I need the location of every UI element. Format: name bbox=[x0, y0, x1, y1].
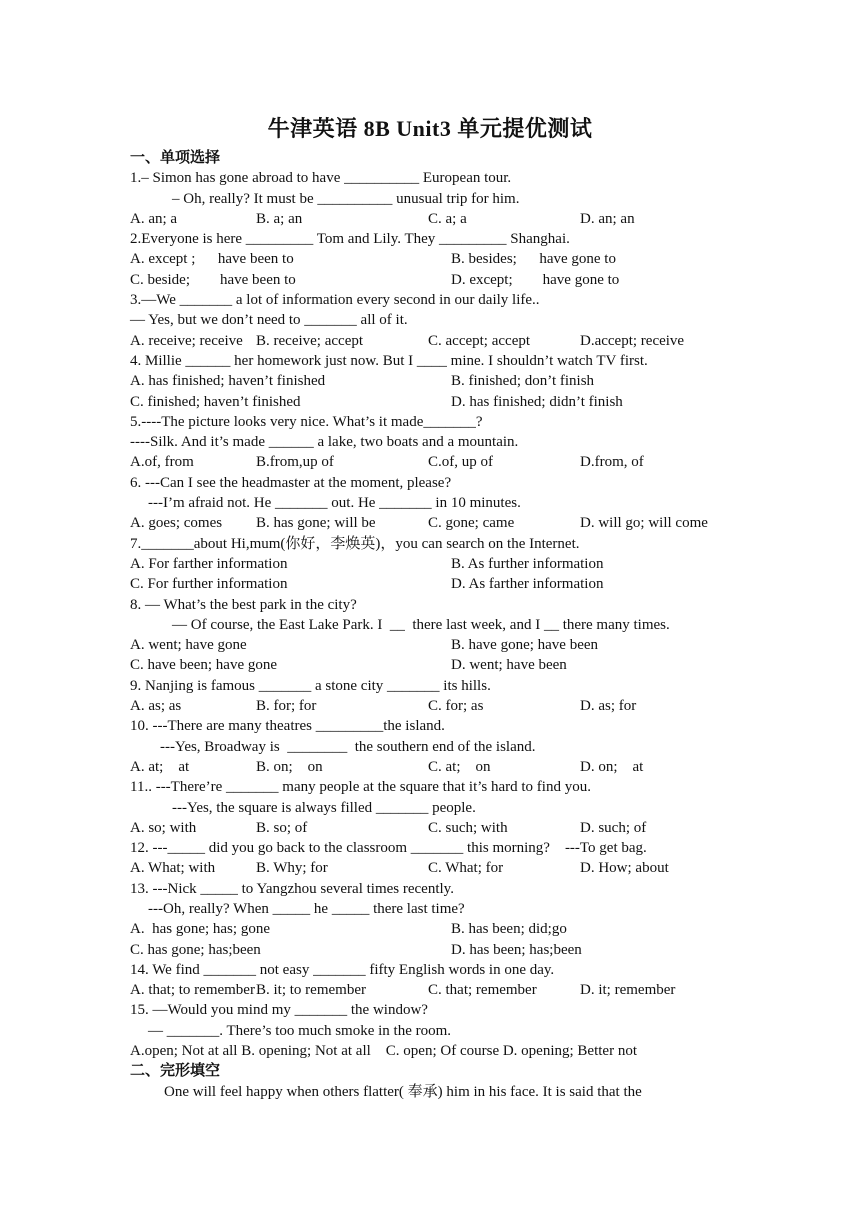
answer-options-row bbox=[130, 757, 750, 777]
answer-option: D. it; remember bbox=[580, 982, 676, 999]
answer-options-row bbox=[130, 635, 750, 655]
question-reply: ---I’m afraid not. He _______ out. He _______ in 10 minutes. bbox=[148, 495, 521, 512]
answer-option: B. has gone; will be bbox=[256, 515, 376, 532]
answer-options-row bbox=[130, 919, 750, 939]
question-stem: 3.—We _______ a lot of information every second in our daily life.. bbox=[130, 292, 540, 309]
question-stem: 5.----The picture looks very nice. What’s it made_______? bbox=[130, 413, 483, 430]
answer-option: D. As farther information bbox=[451, 576, 604, 593]
question-reply: — _______. There’s too much smoke in the room. bbox=[148, 1022, 452, 1039]
answer-option: A. that; to remember bbox=[130, 982, 255, 999]
answer-option: B. As further information bbox=[451, 555, 604, 572]
answer-option: B. so; of bbox=[256, 819, 308, 836]
question-stem: 7._______about Hi,mum(你好，李焕英)，you can search on the Internet. bbox=[130, 535, 580, 552]
answer-option: C. such; with bbox=[428, 819, 508, 836]
question-reply: ----Silk. And it’s made ______ a lake, two boats and a mountain. bbox=[130, 434, 519, 451]
answer-option: D. has finished; didn’t finish bbox=[451, 393, 623, 410]
answer-option: A. at; at bbox=[130, 758, 190, 775]
question-stem: 9. Nanjing is famous _______ a stone city _______ its hills. bbox=[130, 677, 491, 694]
answer-option: A. so; with bbox=[130, 819, 197, 836]
answer-option: A. receive; receive bbox=[130, 332, 243, 349]
answer-option: A.open; Not at all B. opening; Not at all C. open; Of course D. opening; Better not bbox=[130, 1043, 637, 1060]
answer-option: C. at; on bbox=[428, 758, 491, 775]
answer-options-row bbox=[130, 696, 750, 716]
question-reply: ---Oh, really? When _____ he _____ there last time? bbox=[148, 900, 465, 917]
question-stem: 4. Millie ______ her homework just now. But I ____ mine. I shouldn’t watch TV first. bbox=[130, 352, 648, 369]
question-stem: 13. ---Nick _____ to Yangzhou several times recently. bbox=[130, 880, 454, 897]
answer-option: C. accept; accept bbox=[428, 332, 531, 349]
answer-option: A. has finished; haven’t finished bbox=[130, 373, 326, 390]
section-heading-multiple-choice: 一、单项选择 bbox=[130, 150, 221, 166]
answer-option: C. have been; have gone bbox=[130, 657, 278, 674]
answer-option: C.of, up of bbox=[428, 454, 493, 471]
question-stem: 15. —Would you mind my _______ the window? bbox=[130, 1002, 428, 1019]
question-stem: 11.. ---There’re _______ many people at the square that it’s hard to find you. bbox=[130, 779, 591, 796]
answer-option: D. such; of bbox=[580, 819, 647, 836]
answer-option: B. besides; have gone to bbox=[451, 251, 616, 268]
answer-option: B. Why; for bbox=[256, 860, 328, 877]
answer-option: D.accept; receive bbox=[580, 332, 685, 349]
answer-option: A. has gone; has; gone bbox=[130, 921, 270, 938]
answer-option: C. finished; haven’t finished bbox=[130, 393, 301, 410]
answer-option: D. How; about bbox=[580, 860, 669, 877]
answer-option: B. on; on bbox=[256, 758, 323, 775]
answer-option: D. except; have gone to bbox=[451, 271, 620, 288]
answer-option: C. What; for bbox=[428, 860, 504, 877]
question-stem: 1.– Simon has gone abroad to have __________ European tour. bbox=[130, 170, 512, 187]
answer-options-row bbox=[130, 655, 750, 675]
answer-options-row bbox=[130, 452, 750, 472]
answer-option: D. an; an bbox=[580, 210, 635, 227]
question-content bbox=[130, 148, 750, 1102]
answer-options-row bbox=[130, 818, 750, 838]
answer-option: B. it; to remember bbox=[256, 982, 366, 999]
answer-option: C. that; remember bbox=[428, 982, 537, 999]
answer-options-row bbox=[130, 980, 750, 1000]
question-reply: — Of course, the East Lake Park. I __ there last week, and I __ there many times. bbox=[172, 616, 670, 633]
answer-options-row bbox=[130, 940, 750, 960]
answer-options-row bbox=[130, 554, 750, 574]
answer-option: C. gone; came bbox=[428, 515, 515, 532]
question-reply: – Oh, really? It must be __________ unusual trip for him. bbox=[172, 190, 520, 207]
answer-option: B.from,up of bbox=[256, 454, 334, 471]
question-stem: 8. — What’s the best park in the city? bbox=[130, 596, 357, 613]
answer-option: D. on; at bbox=[580, 758, 644, 775]
question-reply: — Yes, but we don’t need to _______ all of it. bbox=[130, 312, 408, 329]
question-reply: ---Yes, Broadway is ________ the southern end of the island. bbox=[160, 738, 536, 755]
question-stem: 2.Everyone is here _________ Tom and Lily. They _________ Shanghai. bbox=[130, 231, 570, 248]
answer-options-row bbox=[130, 392, 750, 412]
answer-option: A. goes; comes bbox=[130, 515, 223, 532]
answer-option: A. as; as bbox=[130, 698, 182, 715]
answer-option: C. has gone; has;been bbox=[130, 941, 261, 958]
cloze-passage: One will feel happy when others flatter( 奉承) him in his face. It is said that the bbox=[164, 1083, 642, 1100]
answer-option: A. went; have gone bbox=[130, 637, 247, 654]
answer-options-row bbox=[130, 371, 750, 391]
answer-option: A. an; a bbox=[130, 210, 178, 227]
section-heading-cloze: 二、完形填空 bbox=[130, 1063, 221, 1080]
answer-options-row bbox=[130, 513, 750, 533]
question-stem: 12. ---_____ did you go back to the classroom _______ this morning? ---To get bag. bbox=[130, 840, 647, 857]
question-stem: 14. We find _______ not easy _______ fifty English words in one day. bbox=[130, 961, 555, 978]
answer-option: B. have gone; have been bbox=[451, 637, 599, 654]
answer-options-row bbox=[130, 858, 750, 878]
answer-option: B. a; an bbox=[256, 210, 303, 227]
answer-option: D. will go; will come bbox=[580, 515, 708, 532]
answer-options-row bbox=[130, 574, 750, 594]
answer-option: D. has been; has;been bbox=[451, 941, 582, 958]
answer-option: C. beside; have been to bbox=[130, 271, 296, 288]
answer-option: A. For farther information bbox=[130, 555, 288, 572]
answer-option: C. a; a bbox=[428, 210, 467, 227]
answer-option: A. except ; have been to bbox=[130, 251, 294, 268]
page-title: 牛津英语 8B Unit3 单元提优测试 bbox=[267, 116, 593, 141]
answer-options-row bbox=[130, 1041, 750, 1061]
answer-option: B. finished; don’t finish bbox=[451, 373, 595, 390]
answer-option: B. has been; did;go bbox=[451, 921, 567, 938]
answer-option: C. for; as bbox=[428, 698, 484, 715]
question-stem: 10. ---There are many theatres _________the island. bbox=[130, 718, 445, 735]
question-reply: ---Yes, the square is always filled _______ people. bbox=[172, 799, 476, 816]
answer-option: D. went; have been bbox=[451, 657, 567, 674]
answer-option: C. For further information bbox=[130, 576, 288, 593]
answer-options-row bbox=[130, 331, 750, 351]
answer-option: A.of, from bbox=[130, 454, 194, 471]
question-list bbox=[130, 168, 750, 1061]
answer-options-row bbox=[130, 270, 750, 290]
answer-option: D. as; for bbox=[580, 698, 637, 715]
answer-options-row bbox=[130, 209, 750, 229]
question-stem: 6. ---Can I see the headmaster at the moment, please? bbox=[130, 474, 452, 491]
answer-option: B. receive; accept bbox=[256, 332, 364, 349]
answer-option: B. for; for bbox=[256, 698, 317, 715]
answer-option: D.from, of bbox=[580, 454, 644, 471]
answer-options-row bbox=[130, 249, 750, 269]
answer-option: A. What; with bbox=[130, 860, 216, 877]
